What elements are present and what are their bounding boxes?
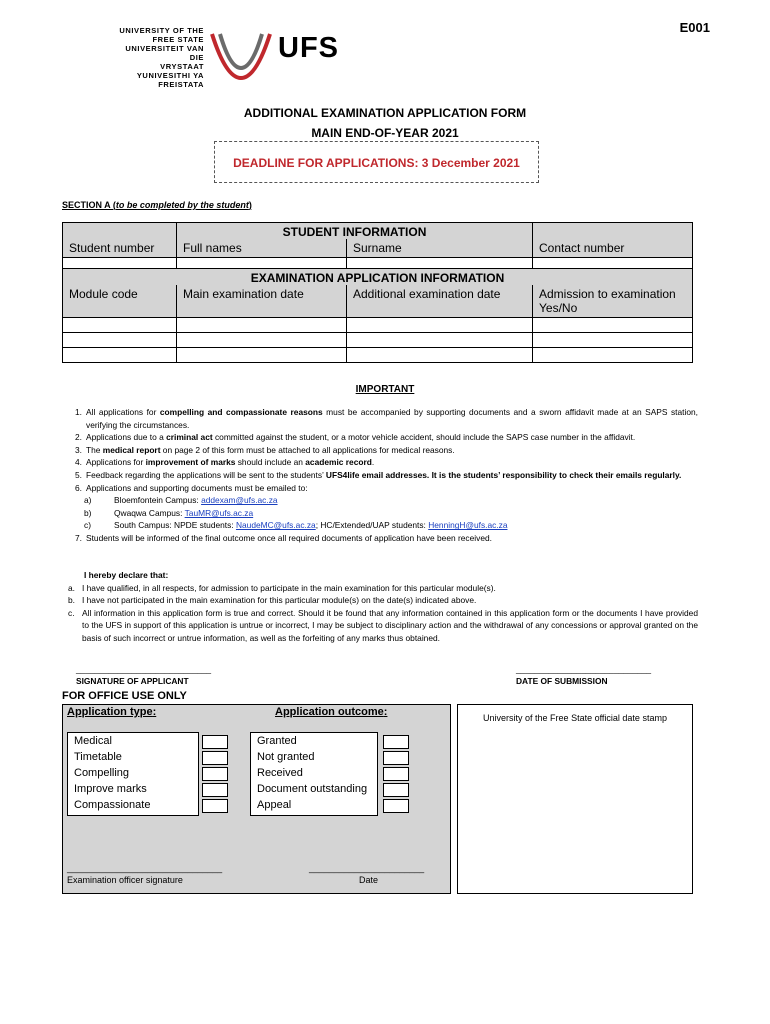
type-improve-marks-checkbox[interactable] bbox=[202, 783, 228, 797]
form-subtitle: MAIN END-OF-YEAR 2021 bbox=[311, 126, 459, 140]
important-heading: IMPORTANT bbox=[355, 384, 415, 395]
main-exam-date-field[interactable] bbox=[177, 333, 347, 348]
col-additional-exam-date: Additional examination date bbox=[347, 285, 533, 318]
official-stamp-area[interactable] bbox=[457, 704, 693, 894]
outcome-checkboxes bbox=[383, 735, 409, 815]
applicant-signature-label: SIGNATURE OF APPLICANT bbox=[76, 676, 189, 686]
type-compelling: Compelling bbox=[74, 767, 130, 779]
declaration-item: a. I have qualified, in all respects, for admission to participate in the main examination for this particular module(s). bbox=[68, 582, 496, 593]
col-student-number: Student number bbox=[63, 239, 177, 258]
officer-signature-label: Examination officer signature bbox=[67, 875, 183, 885]
student-info-table bbox=[62, 222, 693, 273]
list-item: 3. The medical report on page 2 of this form must be attached to all applications for medical reasons. bbox=[75, 444, 455, 455]
additional-exam-date-field[interactable] bbox=[347, 348, 533, 363]
additional-exam-date-field[interactable] bbox=[347, 333, 533, 348]
office-date-line[interactable]: _______________________ bbox=[309, 863, 425, 873]
col-admission: Admission to examination Yes/No bbox=[533, 285, 693, 318]
application-type-label: Application type: bbox=[67, 706, 157, 718]
outcome-received-checkbox[interactable] bbox=[383, 767, 409, 781]
submission-date-label: DATE OF SUBMISSION bbox=[516, 676, 608, 686]
exam-info-heading: EXAMINATION APPLICATION INFORMATION bbox=[63, 269, 693, 286]
email-link[interactable]: addexam@ufs.ac.za bbox=[201, 495, 278, 506]
declaration bbox=[68, 569, 698, 645]
list-item: 7. Students will be informed of the final outcome once all required documents of application have been received. bbox=[75, 532, 492, 543]
type-medical: Medical bbox=[74, 735, 112, 747]
outcome-received: Received bbox=[257, 767, 303, 779]
student-info-heading: STUDENT INFORMATION bbox=[177, 223, 533, 240]
exam-info-table bbox=[62, 268, 693, 363]
campus-item: a) Bloemfontein Campus: addexam@ufs.ac.za bbox=[84, 495, 278, 506]
outcome-appeal-checkbox[interactable] bbox=[383, 799, 409, 813]
declaration-item: c. All information in this application form is true and correct. Should it be found that any information contained in this application form or the documents I have provided to the UFS in support of this application is untrue or incorrect, I may be subject to disciplinary action and the withdrawal of any concessions or approval granted on the basis of such incorrect or untrue information, as well as the forfeiting of any marks thus obtained. bbox=[68, 607, 698, 643]
applicant-signature-line[interactable]: _____________________________ bbox=[76, 664, 212, 674]
col-main-exam-date: Main examination date bbox=[177, 285, 347, 318]
logo-emblem-icon bbox=[208, 28, 274, 84]
declaration-item: b. I have not participated in the main examination for this particular module(s) on the date(s) indicated above. bbox=[68, 595, 477, 606]
type-timetable-checkbox[interactable] bbox=[202, 751, 228, 765]
outcome-document-outstanding: Document outstanding bbox=[257, 783, 368, 795]
module-code-field[interactable] bbox=[63, 348, 177, 363]
list-item: 1. All applications for compelling and compassionate reasons must be accompanied by supporting documents and a sworn affidavit made at an SAPS station, verifying the circumstances. bbox=[75, 407, 698, 430]
email-link[interactable]: NaudeMC@ufs.ac.za bbox=[235, 520, 316, 531]
application-type-list bbox=[67, 732, 199, 816]
admission-field[interactable] bbox=[533, 318, 693, 333]
outcome-not-granted-checkbox[interactable] bbox=[383, 751, 409, 765]
logo-abbrev: UFS bbox=[278, 32, 339, 64]
office-use-heading: FOR OFFICE USE ONLY bbox=[62, 690, 187, 702]
list-item: 4. Applications for improvement of marks should include an academic record. bbox=[75, 457, 375, 468]
outcome-document-outstanding-checkbox[interactable] bbox=[383, 783, 409, 797]
campus-item: c) South Campus: NPDE students: NaudeMC@ufs.ac.za; HC/Extended/UAP students: HenningH@ufs.ac.za bbox=[84, 520, 508, 531]
logo-university-name: UNIVERSITY OF THE FREE STATE UNIVERSITEIT VAN DIE VRYSTAAT YUNIVESITHI YA FREISTATA bbox=[119, 26, 204, 89]
email-link[interactable]: TauMR@ufs.ac.za bbox=[184, 507, 254, 518]
col-contact-number: Contact number bbox=[533, 239, 693, 258]
officer-signature-line[interactable]: _______________________________ bbox=[67, 863, 223, 873]
list-item: 6. Applications and supporting documents must be emailed to: bbox=[75, 482, 308, 493]
outcome-granted: Granted bbox=[257, 735, 297, 747]
col-module-code: Module code bbox=[63, 285, 177, 318]
section-a-label: SECTION A (to be completed by the student) bbox=[62, 200, 252, 210]
application-outcome-label: Application outcome: bbox=[275, 706, 388, 718]
outcome-appeal: Appeal bbox=[257, 799, 292, 811]
form-code: E001 bbox=[679, 20, 710, 35]
outcome-not-granted: Not granted bbox=[257, 751, 315, 763]
type-medical-checkbox[interactable] bbox=[202, 735, 228, 749]
list-item: 5. Feedback regarding the applications will be sent to the students’ UFS4life email addresses. It is the students’ responsibility to check their emails regularly. bbox=[75, 469, 682, 480]
declaration-heading: I hereby declare that: bbox=[84, 570, 169, 580]
col-surname: Surname bbox=[347, 239, 533, 258]
submission-date-line[interactable]: _____________________________ bbox=[516, 664, 652, 674]
deadline-notice: DEADLINE FOR APPLICATIONS: 3 December 2021 bbox=[214, 141, 539, 183]
campus-item: b) Qwaqwa Campus: TauMR@ufs.ac.za bbox=[84, 507, 254, 518]
module-code-field[interactable] bbox=[63, 318, 177, 333]
application-outcome-list bbox=[250, 732, 378, 816]
admission-field[interactable] bbox=[533, 348, 693, 363]
type-checkboxes bbox=[202, 735, 228, 815]
type-compassionate: Compassionate bbox=[74, 799, 151, 811]
additional-exam-date-field[interactable] bbox=[347, 318, 533, 333]
office-use-panel bbox=[62, 704, 451, 894]
office-date-label: Date bbox=[359, 875, 379, 885]
email-link[interactable]: HenningH@ufs.ac.za bbox=[428, 520, 508, 531]
type-compassionate-checkbox[interactable] bbox=[202, 799, 228, 813]
stamp-label: University of the Free State official date stamp bbox=[483, 713, 667, 723]
main-exam-date-field[interactable] bbox=[177, 348, 347, 363]
module-code-field[interactable] bbox=[63, 333, 177, 348]
ufs-logo bbox=[112, 26, 340, 89]
col-full-names: Full names bbox=[177, 239, 347, 258]
important-list bbox=[66, 406, 698, 545]
form-title: ADDITIONAL EXAMINATION APPLICATION FORM bbox=[243, 106, 527, 120]
admission-field[interactable] bbox=[533, 333, 693, 348]
type-timetable: Timetable bbox=[74, 751, 122, 763]
outcome-granted-checkbox[interactable] bbox=[383, 735, 409, 749]
type-compelling-checkbox[interactable] bbox=[202, 767, 228, 781]
type-improve-marks: Improve marks bbox=[74, 783, 147, 795]
main-exam-date-field[interactable] bbox=[177, 318, 347, 333]
list-item: 2. Applications due to a criminal act committed against the student, or a motor vehicle accident, should include the SAPS case number in the affidavit. bbox=[75, 432, 636, 443]
